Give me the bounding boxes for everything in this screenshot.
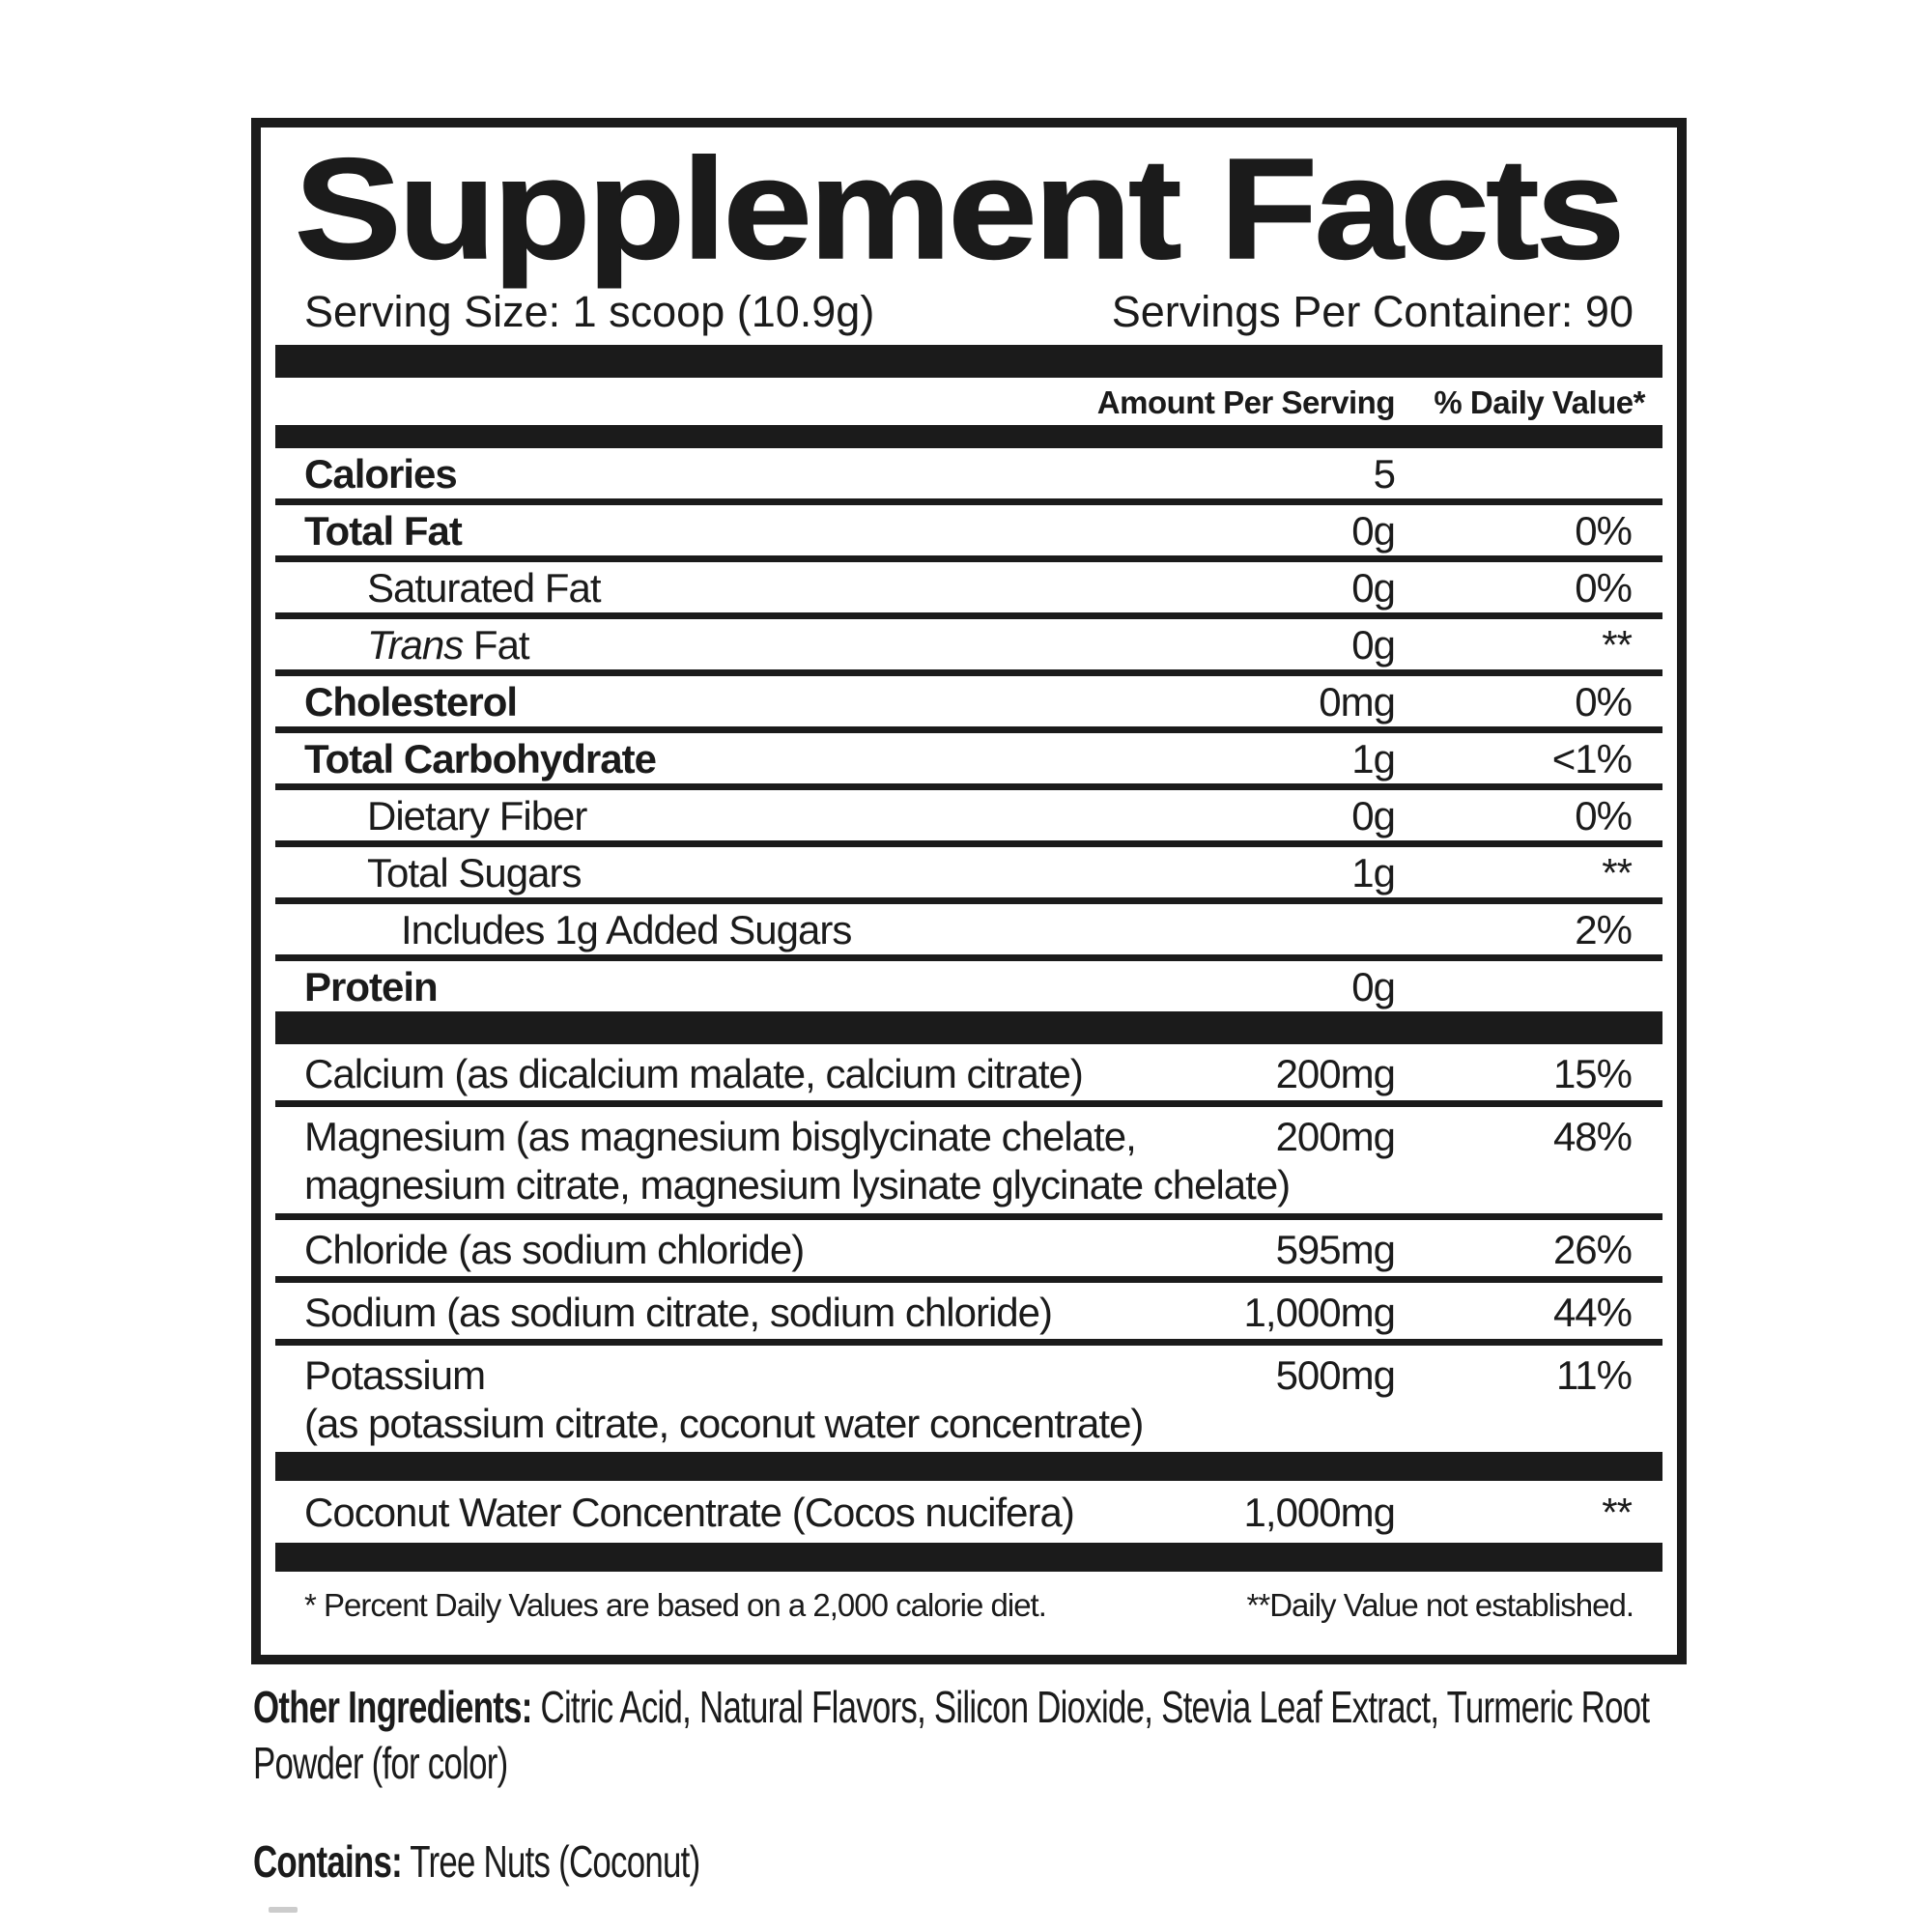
nutrient-row-line — [275, 1044, 1662, 1100]
servings-per-container: Servings Per Container: 90 — [1111, 286, 1634, 336]
row-amount: 0g — [1351, 621, 1395, 668]
nutrient-row-line — [275, 562, 1662, 612]
column-header-row — [275, 378, 1662, 425]
nutrient-row — [275, 904, 1662, 961]
row-amount: 1g — [1351, 849, 1395, 895]
section-divider-bar — [275, 1543, 1662, 1572]
nutrient-row-line — [275, 1220, 1662, 1276]
other-ingredients-text: Citric Acid, Natural Flavors, Silicon Dioxide, Stevia Leaf Extract, Turmeric Root Powder (for color) — [253, 1682, 1650, 1788]
mineral-rows — [275, 1044, 1662, 1452]
nutrient-row-line — [275, 448, 1662, 498]
contains-statement — [253, 1833, 1681, 1889]
nutrient-row-line — [275, 505, 1662, 555]
footnote-row — [275, 1572, 1662, 1655]
contains-label: Contains: — [253, 1836, 402, 1887]
section-divider-bar — [275, 425, 1662, 448]
row-daily-value: 2% — [1575, 906, 1632, 952]
row-daily-value: 0% — [1575, 507, 1632, 554]
row-name-continued: magnesium citrate, magnesium lysinate glycinate chelate) — [304, 1161, 1291, 1208]
panel-title: Supplement Facts — [295, 129, 1622, 289]
row-name: Saturated Fat — [367, 564, 601, 611]
nutrient-row — [275, 1346, 1662, 1452]
nutrient-row — [275, 733, 1662, 790]
row-name: Dietary Fiber — [367, 792, 587, 838]
nutrient-row — [275, 1044, 1662, 1107]
row-daily-value: 0% — [1575, 792, 1632, 838]
nutrient-row — [275, 448, 1662, 505]
row-daily-value: <1% — [1551, 735, 1632, 781]
nutrient-row — [275, 1107, 1662, 1220]
nutrient-row — [275, 1283, 1662, 1346]
nutrient-row-line — [275, 676, 1662, 726]
nutrient-row — [275, 1220, 1662, 1283]
contains-text: Tree Nuts (Coconut) — [410, 1836, 700, 1887]
nutrient-row — [275, 619, 1662, 676]
row-daily-value: 44% — [1552, 1289, 1632, 1335]
botanical-rows — [275, 1481, 1662, 1543]
nutrient-row-line — [275, 1107, 1662, 1163]
nutrient-row-line — [275, 1283, 1662, 1339]
row-daily-value: 0% — [1575, 678, 1632, 724]
row-name: Protein — [304, 963, 438, 1009]
row-daily-value: 0% — [1575, 564, 1632, 611]
row-name: Calcium (as dicalcium malate, calcium citrate) — [304, 1050, 1083, 1096]
row-amount: 0mg — [1319, 678, 1395, 724]
section-divider-bar — [275, 1011, 1662, 1044]
nutrient-row — [275, 790, 1662, 847]
row-amount: 0g — [1351, 507, 1395, 554]
row-amount: 0g — [1351, 564, 1395, 611]
row-daily-value: ** — [1602, 1489, 1632, 1535]
row-name: Trans Fat — [367, 621, 529, 668]
row-amount: 500mg — [1275, 1351, 1395, 1398]
other-ingredients — [253, 1679, 1681, 1791]
row-amount: 5 — [1373, 450, 1395, 497]
section-divider-bar — [275, 345, 1662, 378]
row-name-italic: Trans — [367, 621, 464, 668]
row-name: Magnesium (as magnesium bisglycinate chelate, — [304, 1113, 1136, 1159]
row-name: Includes 1g Added Sugars — [401, 906, 852, 952]
row-daily-value: 26% — [1552, 1226, 1632, 1272]
nutrient-row-line — [275, 733, 1662, 783]
row-amount: 200mg — [1275, 1050, 1395, 1096]
row-amount: 1g — [1351, 735, 1395, 781]
row-amount: 595mg — [1275, 1226, 1395, 1272]
nutrient-row — [275, 1481, 1662, 1543]
row-daily-value: 48% — [1552, 1113, 1632, 1159]
row-amount: 0g — [1351, 792, 1395, 838]
row-name-continued: (as potassium citrate, coconut water concentrate) — [304, 1400, 1144, 1446]
footnote-daily-values: * Percent Daily Values are based on a 2,000 calorie diet. — [304, 1586, 1046, 1623]
ingredients-section — [253, 1679, 1681, 1889]
footnote-not-established: **Daily Value not established. — [1246, 1586, 1634, 1623]
row-daily-value: 15% — [1552, 1050, 1632, 1096]
serving-size: Serving Size: 1 scoop (10.9g) — [304, 286, 875, 336]
nutrient-row-line — [275, 790, 1662, 840]
row-daily-value: ** — [1602, 849, 1632, 895]
daily-value-header: % Daily Value* — [1434, 384, 1645, 420]
nutrient-row-line — [275, 1346, 1662, 1402]
nutrient-row — [275, 847, 1662, 904]
nutrient-row-line — [275, 961, 1662, 1011]
nutrient-row-line — [275, 1481, 1662, 1543]
row-name: Chloride (as sodium chloride) — [304, 1226, 805, 1272]
macronutrient-rows — [275, 448, 1662, 1011]
nutrient-row — [275, 961, 1662, 1011]
amount-per-serving-header: Amount Per Serving — [1096, 384, 1395, 420]
row-amount: 200mg — [1275, 1113, 1395, 1159]
serving-info-row — [304, 287, 1634, 337]
nutrient-row — [275, 505, 1662, 562]
row-amount: 1,000mg — [1243, 1489, 1395, 1535]
row-name: Cholesterol — [304, 678, 518, 724]
row-name: Total Carbohydrate — [304, 735, 656, 781]
row-daily-value: 11% — [1556, 1351, 1632, 1398]
row-daily-value: ** — [1602, 621, 1632, 668]
row-amount: 0g — [1351, 963, 1395, 1009]
supplement-facts-panel — [251, 118, 1687, 1664]
row-name: Coconut Water Concentrate (Cocos nucifera) — [304, 1489, 1074, 1535]
row-amount: 1,000mg — [1243, 1289, 1395, 1335]
row-name: Total Sugars — [367, 849, 582, 895]
row-name: Potassium — [304, 1351, 486, 1398]
nutrient-row-line — [275, 847, 1662, 897]
row-name: Calories — [304, 450, 457, 497]
row-name: Total Fat — [304, 507, 462, 554]
row-name: Sodium (as sodium citrate, sodium chloride) — [304, 1289, 1052, 1335]
section-divider-bar — [275, 1452, 1662, 1481]
nutrient-row-line — [275, 904, 1662, 954]
nutrient-row — [275, 676, 1662, 733]
other-ingredients-label: Other Ingredients: — [253, 1682, 532, 1732]
smudge-artifact — [269, 1907, 298, 1913]
nutrient-row — [275, 562, 1662, 619]
nutrient-row-line — [275, 619, 1662, 669]
